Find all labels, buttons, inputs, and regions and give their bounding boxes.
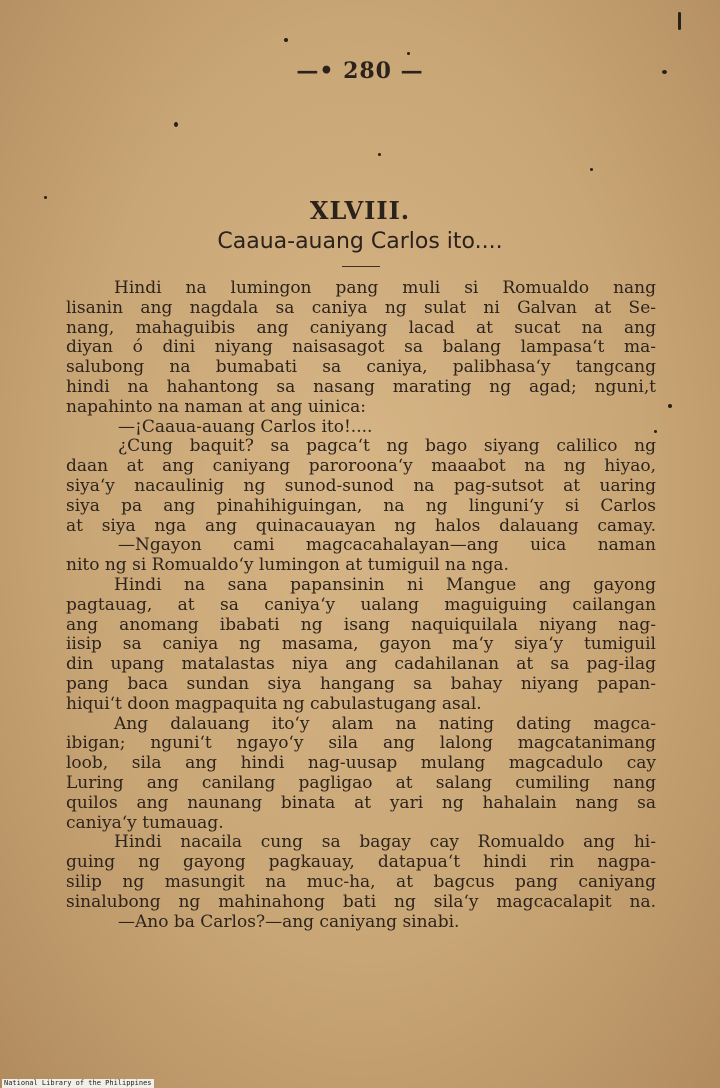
text-line: guing ng gayong pagkauay, datapua‘t hindi rin nagpa- (66, 853, 656, 873)
text-line: pagtauag, at sa caniya‘y ualang maguiguing cailangan (66, 595, 656, 615)
chapter-heading: XLVIII. (309, 196, 411, 225)
paper-speck (590, 168, 593, 171)
text-line: Hindi na sana papansinin ni Mangue ang gayong (114, 575, 656, 595)
text-line: daan at ang caniyang paroroona‘y maaabot na ng hiyao, (66, 457, 656, 477)
text-line: salubong na bumabati sa caniya, palibhasa‘y tangcang (66, 358, 656, 378)
text-line: diyan ó dini niyang naisasagot sa balang lampasa‘t ma- (66, 338, 656, 358)
text-line: iisip sa caniya ng masama, gayon ma‘y siya‘y tumiguil (66, 635, 656, 655)
paper-speck (654, 430, 657, 433)
text-line: nito ng si Romualdo‘y lumingon at tumiguil na nga. (66, 556, 509, 576)
text-line: Hindi na lumingon pang muli si Romualdo nang (114, 279, 656, 298)
text-line: sinalubong ng mahinahong bati ng sila‘y magcacalapit na. (66, 892, 656, 912)
body-text (66, 279, 656, 932)
text-line: caniya‘y tumauag. (66, 813, 224, 833)
text-line: ¿Cung baquit? sa pagca‘t ng bago siyang calilico ng (118, 437, 656, 457)
text-line: siya‘y nacaulinig ng sunod-sunod na pag-sutsot at uaring (66, 476, 656, 496)
text-line: —¡Caaua-auang Carlos ito!.... (118, 417, 373, 437)
paper-speck (378, 153, 381, 156)
text-line: ibigan; nguni‘t ngayo‘y sila ang lalong magcatanimang (66, 734, 656, 754)
text-line: at siya nga ang quinacauayan ng halos dalauang camay. (66, 516, 656, 536)
paper-speck (678, 12, 681, 30)
text-line: hindi na hahantong sa nasang marating ng agad; nguni‚t (66, 377, 656, 397)
text-line: napahinto na naman at ang uinica: (66, 397, 366, 417)
footer-credit: National Library of the Philippines (4, 1079, 152, 1087)
text-line: —Ngayon cami magcacahalayan—ang uica naman (118, 536, 656, 556)
page-number: —• 280 — (296, 58, 424, 84)
text-line: —Ano ba Carlos?—ang caniyang sinabi. (118, 912, 460, 932)
paper-speck (44, 196, 47, 199)
text-line: quilos ang naunang binata at yari ng hahalain nang sa (66, 793, 656, 813)
text-line: pang baca sundan siya hangang sa bahay niyang papan- (66, 674, 656, 694)
text-line: lisanin ang nagdala sa caniya ng sulat ni Galvan at Se- (66, 298, 656, 318)
text-line: Luring ang canilang pagligao at salang cumiling nang (66, 773, 656, 793)
text-line: Ang dalauang ito‘y alam na nating dating magca- (114, 714, 656, 734)
paper-speck (407, 52, 410, 55)
text-line: siya pa ang pinahihiguingan, na ng linguni‘y si Carlos (66, 496, 656, 516)
paper-speck (174, 122, 178, 127)
text-line: loob, sila ang hindi nag-uusap mulang magcadulo cay (66, 754, 656, 774)
title-rule (342, 266, 380, 267)
paper-speck (668, 404, 672, 408)
text-line: din upang matalastas niya ang cadahilanan at sa pag-ilag (66, 655, 656, 675)
text-line: ang anomang ibabati ng isang naquiquilala niyang nag- (66, 615, 656, 635)
paper-speck (662, 70, 667, 74)
text-line: hiqui‘t doon magpaquita ng cabulastugang asal. (66, 694, 482, 714)
paper-speck (284, 38, 288, 42)
text-line: Hindi nacaila cung sa bagay cay Romualdo ang hi- (114, 833, 656, 853)
text-line: silip ng masungit na muc-ha, at bagcus pang caniyang (66, 872, 656, 892)
text-line: nang, mahaguibis ang caniyang lacad at sucat na ang (66, 318, 656, 338)
chapter-title: Caaua-auang Carlos ito.... (217, 229, 503, 254)
